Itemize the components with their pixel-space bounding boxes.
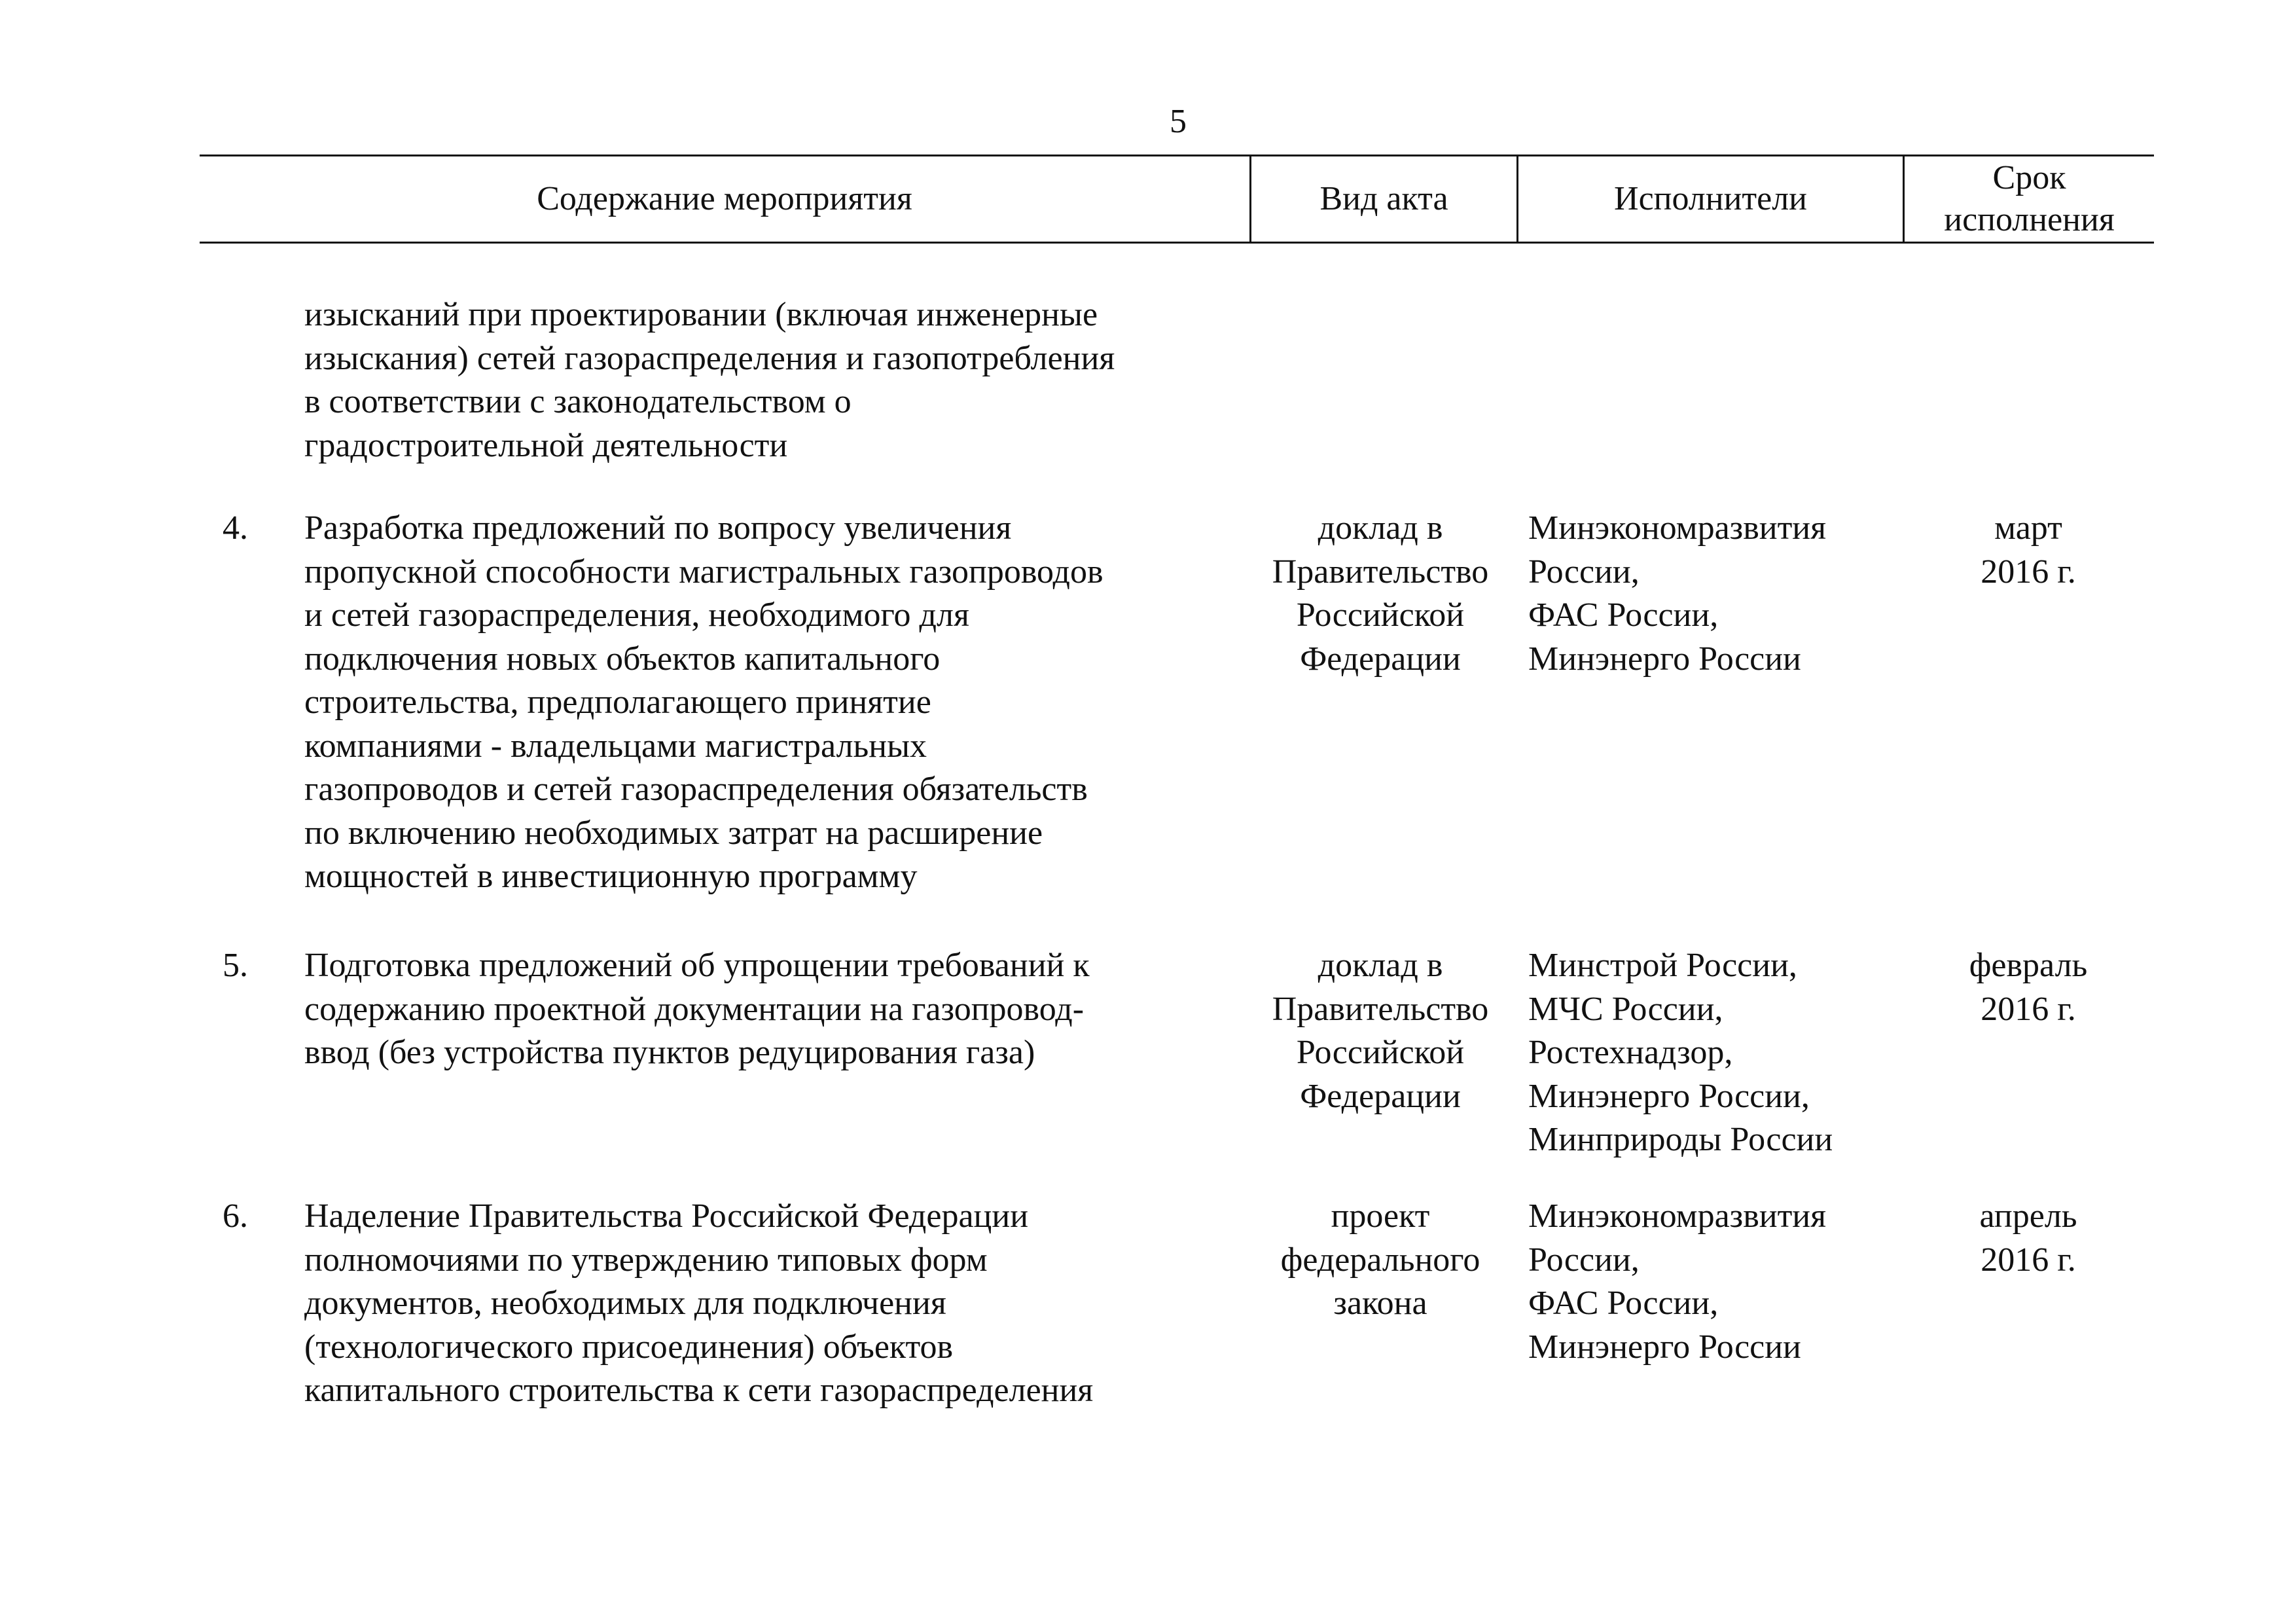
row-act-type: доклад в Правительство Российской Федерации — [1272, 509, 1489, 678]
row-number: 5. — [223, 947, 248, 984]
header-executors: Исполнители — [1516, 156, 1903, 242]
header-act-type: Вид акта — [1249, 156, 1516, 242]
page-number: 5 — [1170, 103, 1187, 140]
row-number: 6. — [223, 1197, 248, 1235]
row-content: Подготовка предложений об упрощении требований к содержанию проектной документации на газопровод- ввод (без устройства пунктов редуцирования газа) — [304, 947, 1090, 1071]
row-content: Разработка предложений по вопросу увеличения пропускной способности магистральных газопроводов и сетей газораспределения, необходимого для подключения новых объектов капитального строительства, предполагающего принятие компаниями - владельцами магистральных газопроводов и сетей газораспределения обязательств по включению необходимых затрат на расширение мощностей в инвестиционную программу — [304, 509, 1103, 895]
row-act-type: проект федерального закона — [1280, 1197, 1480, 1322]
row-deadline: март 2016 г. — [1981, 509, 2076, 591]
row-deadline: февраль 2016 г. — [1969, 947, 2088, 1028]
table-header — [200, 155, 2154, 244]
row-deadline: апрель 2016 г. — [1979, 1197, 2077, 1279]
header-deadline — [1903, 156, 2154, 242]
row-content: Наделение Правительства Российской Федерации полномочиями по утверждению типовых форм документов, необходимых для подключения (технологического присоединения) объектов капитального строительства к сети газораспределения — [304, 1197, 1094, 1409]
row-number: 4. — [223, 509, 248, 547]
row-executors: Минэкономразвития России, ФАС России, Минэнерго России — [1528, 509, 1827, 678]
row-executors: Минстрой России, МЧС России, Ростехнадзор, Минэнерго России, Минприроды России — [1528, 947, 1833, 1158]
continuation-text: изысканий при проектировании (включая инженерные изыскания) сетей газораспределения и газопотребления в соответствии с законодательством о градостроительной деятельности — [304, 296, 1115, 464]
row-act-type: доклад в Правительство Российской Федерации — [1272, 947, 1489, 1115]
header-deadline-label: Срок исполнения — [1944, 159, 2115, 238]
header-content: Содержание мероприятия — [537, 180, 912, 217]
row-executors: Минэкономразвития России, ФАС России, Минэнерго России — [1528, 1197, 1827, 1366]
